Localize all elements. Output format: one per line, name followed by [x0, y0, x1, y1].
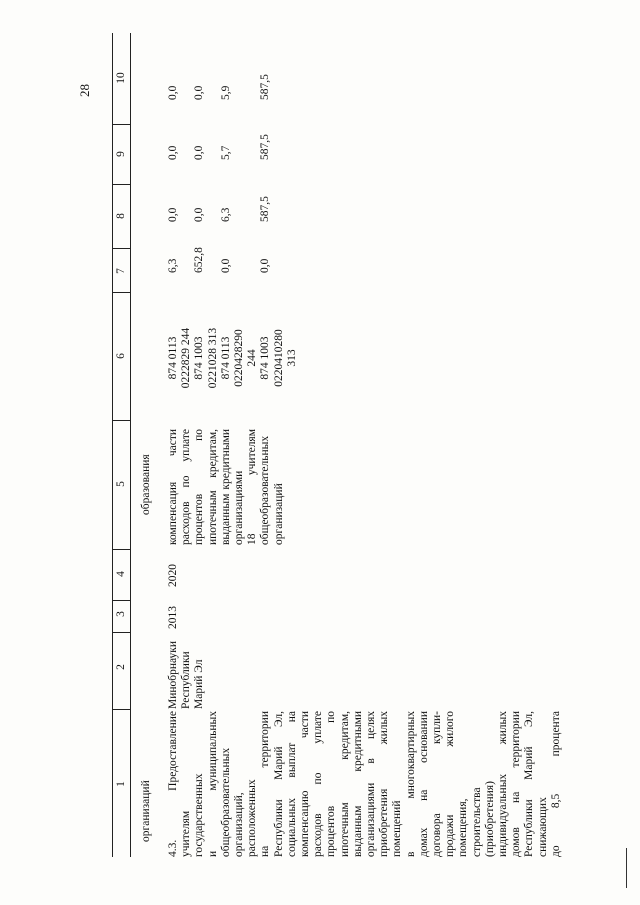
header-col-2: 2 — [115, 664, 127, 670]
budget-code-line: 313 — [285, 349, 298, 367]
budget-code-line: 0222829 244 — [180, 327, 193, 389]
result-line: компенсация части — [167, 429, 179, 545]
responsible-executor — [167, 637, 207, 709]
budget-code-line: 0221028 313 — [206, 327, 219, 389]
header-sep-3 — [112, 600, 130, 601]
measure-line: на территории — [259, 711, 272, 857]
c10-value: 0,0 — [193, 85, 206, 100]
header-sep-7 — [112, 248, 130, 249]
c9-value: 0,0 — [193, 145, 206, 160]
budget-code-line: 874 1003 — [259, 336, 272, 380]
header-sep-2 — [112, 632, 130, 633]
measure-line: (приобретения) — [483, 781, 496, 857]
budget-code-line: 244 — [246, 349, 259, 367]
measure-line: Республики Марий Эл, — [272, 711, 285, 857]
result-line: 18 учителям — [246, 429, 259, 545]
expected-result — [167, 429, 286, 545]
header-sep-8 — [112, 184, 130, 185]
budget-code-line: 0220410280 — [272, 329, 285, 387]
result-line: выданным кредитными — [219, 429, 232, 545]
continuation-col5: образования — [140, 454, 152, 515]
budget-code-line: 874 0113 — [167, 336, 179, 380]
header-col-3: 3 — [115, 611, 127, 617]
measure-line: организаций, — [233, 792, 246, 857]
c8-value: 0,0 — [167, 207, 179, 222]
header-sep-6 — [112, 292, 130, 293]
c9-value: 587,5 — [259, 134, 272, 160]
result-line: организаций — [272, 483, 285, 545]
header-sep-9 — [112, 124, 130, 125]
executor-line: Республики — [180, 651, 193, 709]
c8-value: 0,0 — [193, 207, 206, 222]
c7-value: 0,0 — [259, 258, 272, 273]
measure-line: строительства — [470, 787, 483, 857]
end-year: 2020 — [167, 564, 179, 587]
measure-line: государственных — [193, 773, 206, 857]
measure-line: расходов по уплате — [312, 711, 325, 857]
measure-line: расположенных — [246, 779, 259, 857]
measure-line: до 8,5 процента — [549, 711, 562, 857]
header-col-1: 1 — [115, 781, 127, 787]
measure-line: индивидуальных жилых — [497, 711, 510, 857]
budget-code-line: 0220428290 — [233, 329, 246, 387]
result-line: общеобразовательных — [259, 435, 272, 545]
c7-value: 6,3 — [167, 258, 179, 273]
header-col-10: 10 — [115, 72, 127, 84]
result-line: расходов по уплате — [180, 429, 193, 545]
executor-line: Минобрнауки — [167, 640, 179, 709]
header-col-9: 9 — [115, 151, 127, 157]
budget-codes — [167, 297, 299, 419]
header-col-6: 6 — [115, 353, 127, 359]
measure-line: помещений — [391, 800, 404, 857]
measure-line: договора купли- — [431, 711, 444, 857]
budget-code-line: 874 0113 — [219, 336, 232, 380]
measure-line: учителям — [180, 810, 193, 857]
measure-line: выданным кредитными — [351, 711, 364, 857]
c9-value: 0,0 — [167, 145, 179, 160]
measure-line: ипотечным кредитам, — [338, 711, 351, 857]
c8-value: 587,5 — [259, 196, 272, 222]
budget-code-line: 874 1003 — [193, 336, 206, 380]
header-col-7: 7 — [115, 268, 127, 274]
header-sep-5 — [112, 420, 130, 421]
c10-value: 0,0 — [167, 85, 179, 100]
c9-value: 5,7 — [219, 145, 232, 160]
header-sep-1 — [112, 709, 130, 710]
measure-line: в многоквартирных — [404, 711, 417, 857]
header-col-4: 4 — [115, 571, 127, 577]
result-line: организациями — [233, 470, 246, 545]
measure-line: приобретения жилых — [378, 711, 391, 857]
header-bottom-border — [130, 33, 131, 857]
page-number: 28 — [77, 84, 92, 97]
result-line: ипотечным кредитам, — [206, 429, 219, 545]
measure-line: компенсацию части — [299, 711, 312, 857]
measure-line: снижающих — [536, 797, 549, 857]
result-line: процентов по — [193, 429, 206, 545]
c10-value: 5,9 — [219, 85, 232, 100]
header-col-8: 8 — [115, 213, 127, 219]
measure-line: общеобразовательных — [219, 747, 232, 857]
table-top-border — [112, 33, 113, 857]
measure-line: Республики Марий Эл, — [523, 711, 536, 857]
start-year: 2013 — [167, 606, 179, 629]
c7-value: 0,0 — [219, 258, 232, 273]
measure-line: и муниципальных — [206, 711, 219, 857]
measure-line: социальных выплат на — [285, 711, 298, 857]
c8-value: 6,3 — [219, 207, 232, 222]
measure-line: помещения, — [457, 798, 470, 857]
measure-line: организациями в целях — [365, 711, 378, 857]
c10-value: 587,5 — [259, 74, 272, 100]
measure-line: продажи жилого — [444, 711, 457, 857]
measure-line: домах на основании — [417, 711, 430, 857]
measure-line: процентов по — [325, 711, 338, 857]
header-sep-4 — [112, 549, 130, 550]
executor-line: Марий Эл — [193, 659, 206, 709]
c7-value: 652,8 — [193, 247, 206, 273]
header-col-5: 5 — [115, 481, 127, 487]
measure-description — [167, 711, 563, 857]
measure-line: домов на территории — [510, 711, 523, 857]
continuation-col1: организаций — [140, 780, 152, 842]
measure-line: 4.3. Предоставление — [167, 711, 179, 857]
